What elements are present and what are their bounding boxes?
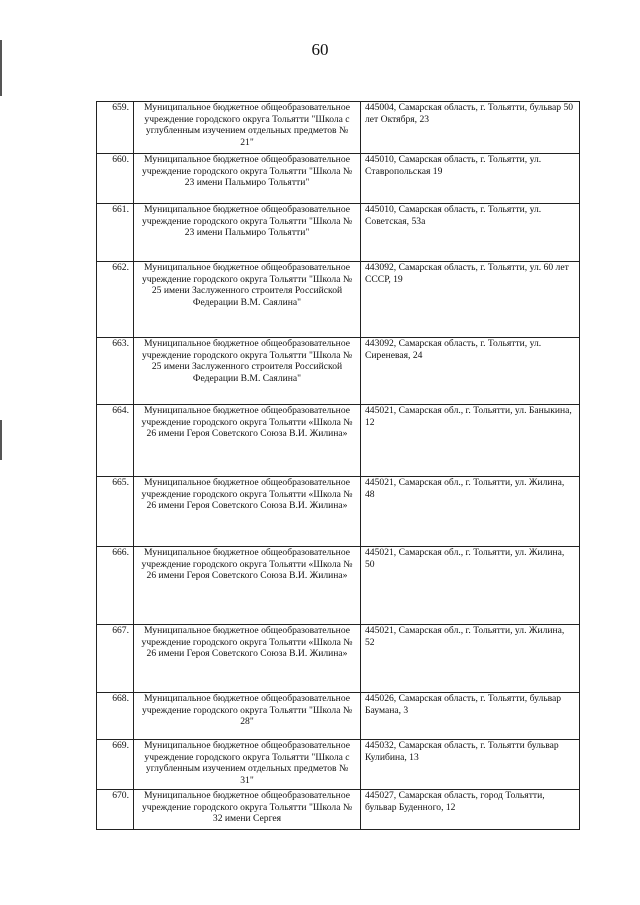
row-number: 665.: [97, 477, 134, 547]
institution-address: 445021, Самарская обл., г. Тольятти, ул. Баныкина, 12: [361, 405, 580, 477]
institution-address: 445026, Самарская область, г. Тольятти, бульвар Баумана, 3: [361, 693, 580, 740]
table-row: [97, 477, 580, 547]
row-number: 663.: [97, 338, 134, 405]
institution-name: Муниципальное бюджетное общеобразовательное учреждение городского округа Тольятти «Школа № 26 имени Героя Советского Союза В.И. Жилина»: [134, 405, 361, 477]
page-number: 60: [311, 40, 329, 59]
table-row: [97, 102, 580, 154]
institution-address: 443092, Самарская область, г. Тольятти, ул. 60 лет СССР, 19: [361, 262, 580, 338]
institution-name: Муниципальное бюджетное общеобразовательное учреждение городского округа Тольятти "Школа № 28": [134, 693, 361, 740]
institution-name: Муниципальное бюджетное общеобразовательное учреждение городского округа Тольятти "Школа № 32 имени Сергея: [134, 790, 361, 830]
institution-name: Муниципальное бюджетное общеобразовательное учреждение городского округа Тольятти «Школа № 26 имени Героя Советского Союза В.И. Жилина»: [134, 477, 361, 547]
table-row: [97, 547, 580, 625]
table-row: [97, 338, 580, 405]
institution-name: Муниципальное бюджетное общеобразовательное учреждение городского округа Тольятти «Школа № 26 имени Героя Советского Союза В.И. Жилина»: [134, 547, 361, 625]
institution-name: Муниципальное бюджетное общеобразовательное учреждение городского округа Тольятти "Школа № 25 имени Заслуженного строителя Российской Федерации В.М. Саялина": [134, 338, 361, 405]
table-row: [97, 154, 580, 204]
institution-name: Муниципальное бюджетное общеобразовательное учреждение городского округа Тольятти "Школа № 23 имени Пальмиро Тольятти": [134, 204, 361, 262]
table-row: [97, 262, 580, 338]
table-row: [97, 693, 580, 740]
row-number: 660.: [97, 154, 134, 204]
institution-address: 445004, Самарская область, г. Тольятти, бульвар 50 лет Октября, 23: [361, 102, 580, 154]
institution-address: 443092, Самарская область, г. Тольятти, ул. Сиреневая, 24: [361, 338, 580, 405]
institution-address: 445032, Самарская область, г. Тольятти бульвар Кулибина, 13: [361, 740, 580, 790]
table-row: [97, 204, 580, 262]
row-number: 664.: [97, 405, 134, 477]
registry-table: [96, 101, 580, 830]
institution-name: Муниципальное бюджетное общеобразовательное учреждение городского округа Тольятти "Школа с углубленным изучением отдельных предметов № 31": [134, 740, 361, 790]
row-number: 670.: [97, 790, 134, 830]
institution-name: Муниципальное бюджетное общеобразовательное учреждение городского округа Тольятти "Школа № 25 имени Заслуженного строителя Российской Федерации В.М. Саялина": [134, 262, 361, 338]
margin-mark: [0, 420, 2, 460]
institution-name: Муниципальное бюджетное общеобразовательное учреждение городского округа Тольятти «Школа № 26 имени Героя Советского Союза В.И. Жилина»: [134, 625, 361, 693]
row-number: 669.: [97, 740, 134, 790]
table-row: [97, 625, 580, 693]
row-number: 662.: [97, 262, 134, 338]
row-number: 666.: [97, 547, 134, 625]
institution-address: 445021, Самарская обл., г. Тольятти, ул. Жилина, 52: [361, 625, 580, 693]
row-number: 668.: [97, 693, 134, 740]
institution-name: Муниципальное бюджетное общеобразовательное учреждение городского округа Тольятти "Школа № 23 имени Пальмиро Тольятти": [134, 154, 361, 204]
table-row: [97, 740, 580, 790]
row-number: 661.: [97, 204, 134, 262]
row-number: 659.: [97, 102, 134, 154]
table-row: [97, 790, 580, 830]
row-number: 667.: [97, 625, 134, 693]
institution-address: 445010, Самарская область, г. Тольятти, ул. Советская, 53а: [361, 204, 580, 262]
institution-address: 445021, Самарская обл., г. Тольятти, ул. Жилина, 48: [361, 477, 580, 547]
institution-name: Муниципальное бюджетное общеобразовательное учреждение городского округа Тольятти "Школа с углубленным изучением отдельных предметов № 21": [134, 102, 361, 154]
institution-address: 445027, Самарская область, город Тольятти, бульвар Буденного, 12: [361, 790, 580, 830]
institution-address: 445010, Самарская область, г. Тольятти, ул. Ставропольская 19: [361, 154, 580, 204]
table-row: [97, 405, 580, 477]
institution-address: 445021, Самарская обл., г. Тольятти, ул. Жилина, 50: [361, 547, 580, 625]
